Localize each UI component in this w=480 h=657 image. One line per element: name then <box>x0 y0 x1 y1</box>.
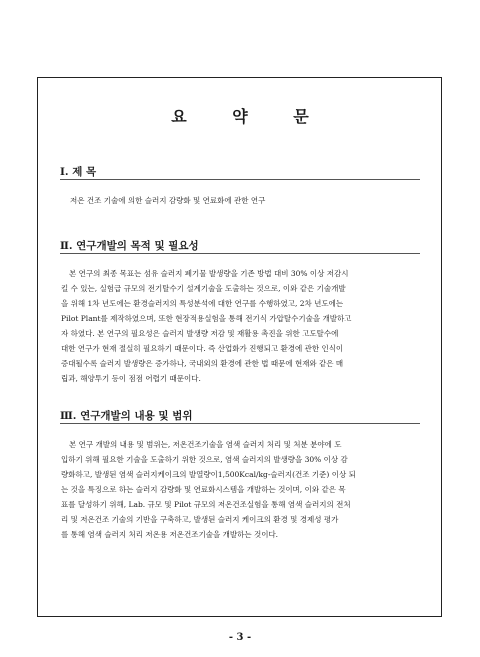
paragraph-line: 자 하였다. 본 연구의 필요성은 슬러지 발생량 저감 및 재활용 촉진을 위한 고도탈수에 <box>61 329 339 338</box>
purpose-paragraph <box>61 266 416 386</box>
paragraph-line: 본 연구 개발의 내용 및 범위는, 저온건조기술을 염색 슬러지 처리 및 처분 분야에 도 <box>69 440 342 449</box>
page-title: 요 약 문 <box>171 107 329 126</box>
paragraph-line: 본 연구의 최종 목표는 섬유 슬러지 폐기물 발생량을 기존 방법 대비 30% 이상 저감시 <box>69 269 349 278</box>
paragraph-line: 를 통해 염색 슬러지 처리 저온용 저온건조기술을 개발하는 것이다. <box>61 530 279 539</box>
paragraph-line: Pilot Plant를 제작하였으며, 또한 현장적용실험을 통해 전기식 가압탈수기술을 개발하고 <box>61 314 352 323</box>
paragraph-line: 표를 달성하기 위해, Lab. 규모 및 Pilot 규모의 저온건조실험을 통해 염색 슬러지의 전처 <box>61 500 351 509</box>
section-divider <box>60 253 420 254</box>
paragraph-line: 킬 수 있는, 실험급 규모의 전기탈수기 설계기술을 도출하는 것으로, 이와 같은 기술개발 <box>61 284 346 293</box>
paragraph-line: 량화하고, 발생된 염색 슬러지케이크의 발열량이1,500Kcal/kg-슬러지(건조 기준) 이상 되 <box>61 470 356 479</box>
scope-paragraph <box>61 437 416 542</box>
page-number: - 3 - <box>228 632 252 643</box>
section-heading-title: Ⅰ. 제 목 <box>60 166 97 178</box>
paragraph-line: 리 및 저온건조 기술의 기반을 구축하고, 발생된 슬러지 케이크의 환경 및 경제성 평가 <box>61 515 339 524</box>
research-subject: 저온 건조 기술에 의한 슬러지 감량화 및 연료화에 관한 연구 <box>70 196 266 205</box>
section-heading-purpose: Ⅱ. 연구개발의 목적 및 필요성 <box>60 240 199 252</box>
paragraph-line: 는 것을 특징으로 하는 슬러지 감량화 및 연료화시스템을 개발하는 것이며, 이와 같은 목 <box>61 485 346 494</box>
paragraph-line: 을 위해 1차 년도에는 환경슬러지의 특성분석에 대한 연구를 수행하였고, 2차 년도에는 <box>61 299 344 308</box>
paragraph-line: 증대될수록 슬러지 발생량은 증가하나, 국내외의 환경에 관한 법 때문에 현재와 같은 매 <box>61 359 344 368</box>
section-divider <box>60 423 420 424</box>
paragraph-line: 입하기 위해 필요한 기술을 도출하기 위한 것으로, 염색 슬러지의 발생량을 30% 이상 감 <box>61 455 348 464</box>
section-heading-scope: Ⅲ. 연구개발의 내용 및 범위 <box>60 410 193 422</box>
section-divider <box>60 179 420 180</box>
paragraph-line: 립과, 해양투기 등이 점점 어렵기 때문이다. <box>61 374 201 383</box>
paragraph-line: 대한 연구가 현재 절실히 필요하기 때문이다. 즉 산업화가 진행되고 환경에 관한 인식이 <box>61 344 344 353</box>
